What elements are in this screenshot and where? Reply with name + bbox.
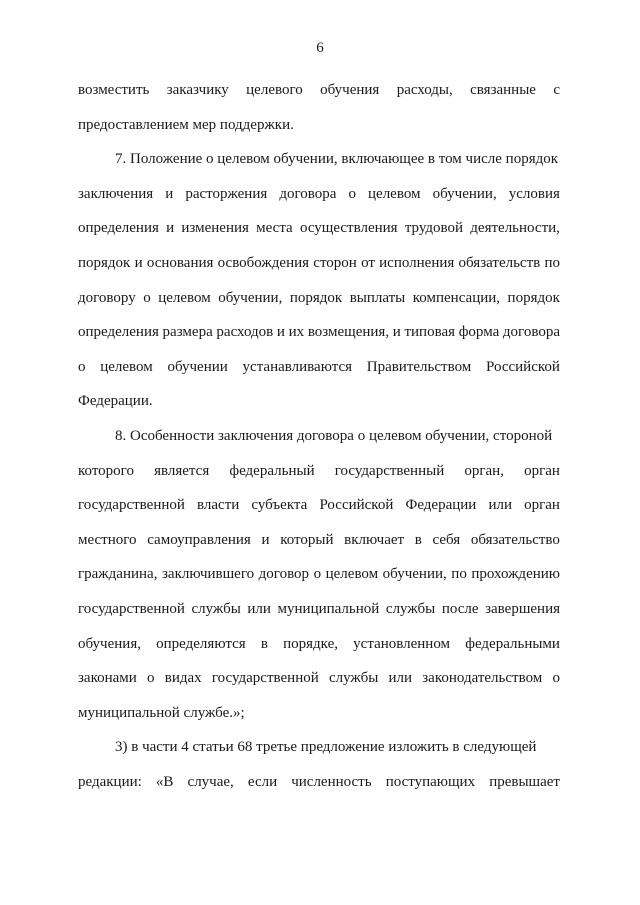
paragraph-first-line bbox=[78, 730, 560, 765]
word: муниципальной службе.»; bbox=[78, 704, 245, 721]
word: прохождению bbox=[471, 566, 560, 583]
word: заключившего bbox=[161, 566, 255, 583]
word: Федерации bbox=[405, 497, 477, 514]
word: обучении, bbox=[432, 185, 497, 202]
word: определения bbox=[78, 220, 159, 237]
word: договору bbox=[78, 289, 136, 306]
word: порядок bbox=[507, 289, 560, 306]
word: заказчику bbox=[166, 82, 229, 98]
word: выплаты bbox=[349, 289, 406, 306]
word: порядок bbox=[78, 254, 131, 271]
word: обязательство bbox=[470, 531, 560, 548]
word: себя bbox=[432, 531, 461, 548]
text-line bbox=[78, 246, 560, 281]
word: обучении bbox=[167, 358, 228, 375]
word: о bbox=[313, 566, 322, 583]
word: основания bbox=[146, 254, 214, 271]
word: гражданина, bbox=[78, 566, 158, 583]
text-line bbox=[78, 765, 560, 800]
word: Федерации. bbox=[78, 393, 153, 410]
text-line bbox=[78, 592, 560, 627]
text-line bbox=[78, 523, 560, 558]
word: превышает bbox=[489, 773, 560, 790]
word: целевом bbox=[158, 289, 211, 306]
word: службы bbox=[191, 600, 241, 617]
word: о bbox=[348, 185, 356, 202]
paragraph-first-line bbox=[78, 419, 560, 454]
word: редакции: bbox=[78, 773, 142, 790]
word: возмещения, bbox=[307, 324, 390, 341]
word: субъекта bbox=[251, 497, 308, 514]
word: целевом bbox=[325, 566, 379, 583]
word: видах bbox=[164, 670, 202, 687]
text-line bbox=[78, 281, 560, 316]
word: в bbox=[414, 531, 422, 548]
document-body bbox=[78, 73, 560, 799]
word: федеральный bbox=[229, 462, 315, 479]
word: государственный bbox=[334, 462, 445, 479]
word: сторон bbox=[313, 254, 357, 271]
word: компенсации, bbox=[412, 289, 501, 306]
word: с bbox=[553, 82, 560, 98]
word: Российской bbox=[319, 497, 394, 514]
word: службы bbox=[328, 670, 379, 687]
page-number: 6 bbox=[316, 40, 324, 56]
word: предоставлением мер поддержки. bbox=[78, 116, 294, 133]
word: возместить bbox=[78, 82, 150, 98]
word: расходов bbox=[216, 324, 274, 341]
word: 7. Положение о целевом обучении, включающее в том числе порядок bbox=[115, 151, 559, 168]
word: порядок bbox=[289, 289, 343, 306]
word: «В bbox=[155, 773, 174, 790]
word: и bbox=[276, 324, 285, 341]
word: устанавливаются bbox=[242, 358, 353, 375]
word: местного bbox=[78, 531, 137, 548]
word: законами bbox=[78, 670, 137, 687]
word: установленном bbox=[353, 635, 451, 652]
word: и bbox=[392, 324, 401, 341]
word: включает bbox=[344, 531, 405, 548]
word: обучения bbox=[320, 82, 380, 98]
word: договор bbox=[258, 566, 310, 583]
word: связанные bbox=[470, 82, 536, 98]
word: или bbox=[388, 670, 413, 687]
word: в bbox=[260, 635, 268, 652]
text-line bbox=[78, 454, 560, 489]
word: после bbox=[441, 600, 479, 617]
paragraph-first-line bbox=[78, 142, 560, 177]
word: обучении, bbox=[218, 289, 283, 306]
word: деятельности, bbox=[470, 220, 560, 237]
word: является bbox=[154, 462, 210, 479]
word: размера bbox=[162, 324, 213, 341]
word: 3) в части 4 статьи 68 третье предложение изложить в следующей bbox=[115, 739, 537, 756]
text-line bbox=[78, 211, 560, 246]
word: 8. Особенности заключения договора о целевом обучении, стороной bbox=[115, 427, 553, 444]
word: который bbox=[280, 531, 334, 548]
word: и bbox=[261, 531, 270, 548]
word: изменения bbox=[181, 220, 249, 237]
word: обязательств bbox=[458, 254, 541, 271]
word: условия bbox=[508, 185, 560, 202]
word: определяются bbox=[156, 635, 246, 652]
word: самоуправления bbox=[147, 531, 251, 548]
word: целевого bbox=[246, 82, 303, 98]
text-line bbox=[78, 315, 560, 350]
text-line bbox=[78, 350, 560, 385]
word: места bbox=[256, 220, 293, 237]
word: расторжения bbox=[185, 185, 268, 202]
text-line bbox=[78, 661, 560, 696]
word: законодательством bbox=[422, 670, 543, 687]
word: Правительством bbox=[366, 358, 472, 375]
word: случае, bbox=[187, 773, 234, 790]
word: поступающих bbox=[385, 773, 476, 790]
word: обучения, bbox=[78, 635, 141, 652]
word: государственной bbox=[78, 497, 185, 514]
word: порядке, bbox=[283, 635, 338, 652]
text-line bbox=[78, 384, 560, 419]
word: обучении, bbox=[382, 566, 447, 583]
word: орган bbox=[524, 462, 560, 479]
word: муниципальной bbox=[277, 600, 380, 617]
word: расходы, bbox=[396, 82, 453, 98]
text-line bbox=[78, 488, 560, 523]
word: или bbox=[488, 497, 512, 514]
word: о bbox=[78, 358, 86, 375]
word: о bbox=[147, 670, 155, 687]
word: орган bbox=[524, 497, 560, 514]
word: от bbox=[361, 254, 375, 271]
word: орган, bbox=[464, 462, 504, 479]
word: службы bbox=[385, 600, 436, 617]
word: если bbox=[247, 773, 278, 790]
word: власти bbox=[197, 497, 240, 514]
text-line bbox=[78, 627, 560, 662]
word: заключения bbox=[78, 185, 154, 202]
word: о bbox=[552, 670, 560, 687]
word: и bbox=[166, 220, 175, 237]
word: определения bbox=[78, 324, 159, 341]
word: исполнения bbox=[379, 254, 455, 271]
word: или bbox=[247, 600, 271, 617]
word: государственной bbox=[78, 600, 185, 617]
word: и bbox=[165, 185, 174, 202]
word: их bbox=[288, 324, 305, 341]
word: договора bbox=[279, 185, 337, 202]
word: государственной bbox=[211, 670, 319, 687]
text-line bbox=[78, 73, 560, 108]
text-line bbox=[78, 177, 560, 212]
word: по bbox=[451, 566, 467, 583]
text-line bbox=[78, 108, 560, 143]
word: завершения bbox=[485, 600, 560, 617]
text-line bbox=[78, 557, 560, 592]
word: договора bbox=[502, 324, 560, 341]
word: по bbox=[544, 254, 560, 271]
word: целевом bbox=[368, 185, 421, 202]
word: о bbox=[143, 289, 151, 306]
word: численность bbox=[291, 773, 372, 790]
word: целевом bbox=[100, 358, 153, 375]
word: форма bbox=[458, 324, 500, 341]
word: типовая bbox=[404, 324, 456, 341]
word: которого bbox=[78, 462, 134, 479]
word: трудовой bbox=[404, 220, 464, 237]
word: освобождения bbox=[217, 254, 310, 271]
word: Российской bbox=[486, 358, 560, 375]
word: и bbox=[134, 254, 143, 271]
word: осуществления bbox=[299, 220, 398, 237]
text-line bbox=[78, 696, 560, 731]
word: федеральными bbox=[465, 635, 560, 652]
